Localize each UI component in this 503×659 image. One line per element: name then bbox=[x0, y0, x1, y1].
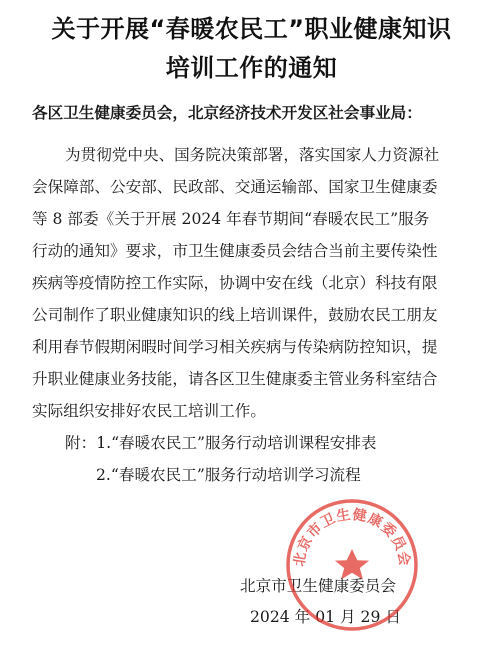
body-line: 实际组织安排好农民工培训工作。 bbox=[32, 402, 266, 420]
body-line: 利用春节假期闲暇时间学习相关疾病与传染病防控知识，提 bbox=[32, 338, 438, 356]
body-line: 行动的通知》要求，市卫生健康委员会结合当前主要传染性 bbox=[32, 242, 438, 260]
official-seal-stamp bbox=[284, 497, 420, 633]
document-title-line-1: 关于开展“春暖农民工”职业健康知识 bbox=[51, 15, 452, 43]
seal-star-icon bbox=[335, 549, 369, 580]
body-line: 升职业健康业务技能，请各区卫生健康委主管业务科室结合 bbox=[32, 370, 438, 388]
body-line: 公司制作了职业健康知识的线上培训课件，鼓励农民工朋友 bbox=[32, 306, 438, 324]
attachment-item: 附：1.“春暖农民工”服务行动培训课程安排表 bbox=[65, 434, 377, 452]
signature-date: 2024 年 01 月 29 日 bbox=[250, 608, 401, 626]
body-line: 为贯彻党中央、国务院决策部署，落实国家人力资源社 bbox=[65, 146, 440, 164]
document-title-line-2: 培训工作的通知 bbox=[165, 54, 338, 82]
body-line: 等 8 部委《关于开展 2024 年春节期间“春暖农民工”服务 bbox=[32, 210, 430, 228]
seal-lettering: 北京市卫生健康委员会 bbox=[291, 506, 413, 568]
signature-organization: 北京市卫生健康委员会 bbox=[240, 577, 396, 595]
body-line: 疾病等疫情防控工作实际，协调中安在线（北京）科技有限 bbox=[32, 274, 438, 292]
body-line: 会保障部、公安部、民政部、交通运输部、国家卫生健康委 bbox=[32, 178, 438, 196]
addressee: 各区卫生健康委员会，北京经济技术开发区社会事业局： bbox=[32, 103, 422, 122]
attachment-item: 2.“春暖农民工”服务行动培训学习流程 bbox=[96, 466, 361, 484]
